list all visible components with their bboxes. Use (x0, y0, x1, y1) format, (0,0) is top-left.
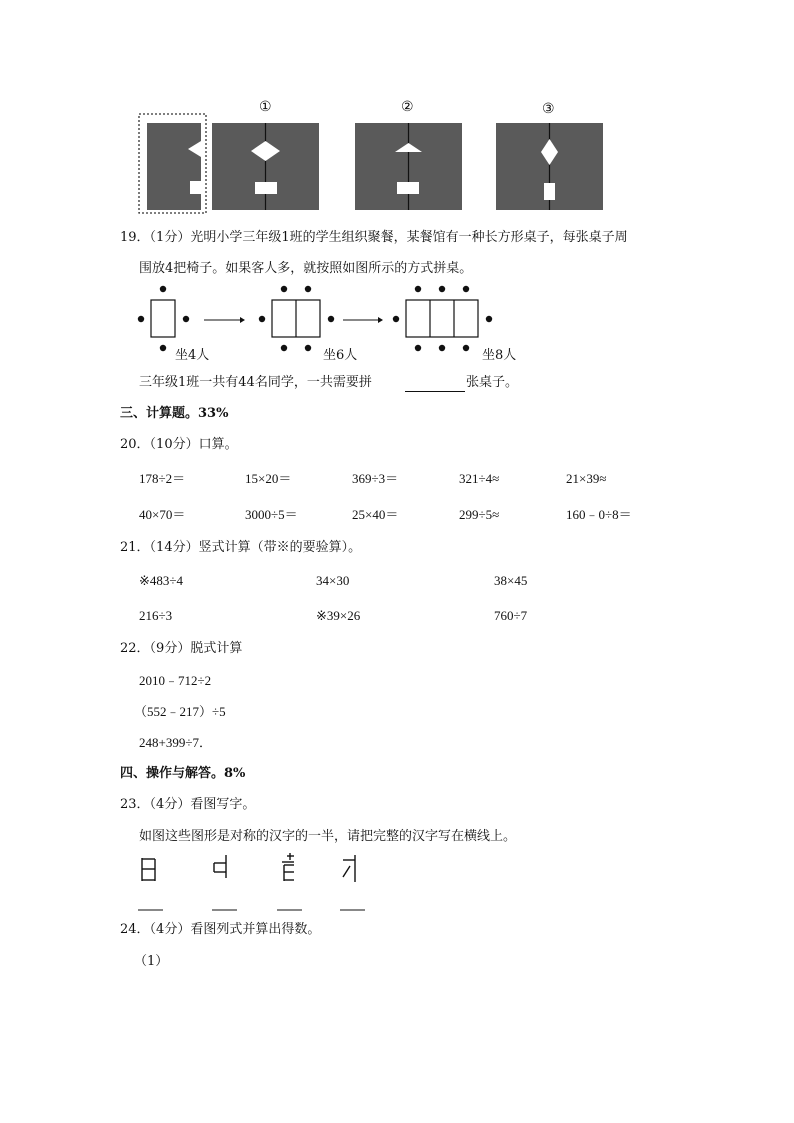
q19-line2: 围放4把椅子。如果客人多，就按照如图所示的方式拼桌。 (139, 261, 473, 276)
q20-item: 25×40＝ (352, 507, 399, 522)
q19-question-before: 三年级1班一共有44名同学，一共需要拼 (139, 375, 372, 390)
option-label-1: ① (259, 99, 272, 115)
reference-half-figure (139, 114, 206, 213)
q23-title: 23．（4分）看图写字。 (120, 797, 256, 812)
q20-item: 369÷3＝ (352, 471, 399, 486)
symmetry-figures-svg (0, 0, 794, 220)
q21-item: ※483÷4 (139, 573, 184, 588)
half-character-3 (282, 853, 294, 881)
option-label-2: ② (401, 99, 414, 115)
section4-title: 四、操作与解答。8% (120, 766, 246, 781)
table-arrangement-svg (0, 280, 794, 363)
q24-subitem: （1） (134, 954, 169, 969)
q22-item: 2010﹣712÷2 (139, 673, 212, 688)
half-characters (0, 850, 794, 920)
one-table (138, 286, 189, 351)
q23-description: 如图这些图形是对称的汉字的一半，请把完整的汉字写在横线上。 (139, 829, 517, 844)
half-character-4 (343, 855, 355, 882)
half-character-2 (214, 855, 226, 878)
option-figure-1[interactable] (212, 123, 319, 210)
seat-label-2: 坐6人 (323, 348, 358, 363)
q21-item: 216÷3 (139, 608, 173, 623)
q21-item: ※39×26 (316, 608, 361, 623)
q20-item: 3000÷5＝ (245, 507, 298, 522)
q20-item: 178÷2＝ (139, 471, 186, 486)
q21-item: 34×30 (316, 573, 350, 588)
seat-label-3: 坐8人 (482, 348, 517, 363)
q21-title: 21．（14分）竖式计算（带※的要验算）。 (120, 540, 362, 555)
q19-question-after: 张桌子。 (466, 375, 519, 390)
q20-item: 40×70＝ (139, 507, 186, 522)
q22-item: 248+399÷7． (139, 735, 212, 750)
q20-item: 15×20＝ (245, 471, 292, 486)
symmetry-figures (0, 0, 794, 220)
option-label-3: ③ (542, 101, 555, 117)
q20-item: 299÷5≈ (459, 507, 500, 522)
option-figure-2[interactable] (355, 123, 462, 210)
q21-item: 38×45 (494, 573, 528, 588)
q24-title: 24．（4分）看图列式并算出得数。 (120, 922, 321, 937)
q19-answer-blank[interactable] (405, 390, 465, 392)
half-character-1 (142, 858, 155, 881)
q22-item: （552﹣217）÷5 (134, 704, 226, 719)
three-tables (393, 286, 492, 351)
seat-label-1: 坐4人 (175, 348, 210, 363)
q19-line1: 19．（1分）光明小学三年级1班的学生组织聚餐，某餐馆有一种长方形桌子，每张桌子周 (120, 230, 628, 245)
q21-item: 760÷7 (494, 608, 528, 623)
q20-item: 160﹣0÷8＝ (566, 507, 632, 522)
q20-item: 21×39≈ (566, 471, 607, 486)
table-arrangement-diagram (0, 280, 794, 363)
section3-title: 三、计算题。33% (120, 406, 229, 421)
q20-title: 20．（10分）口算。 (120, 437, 238, 452)
q22-title: 22．（9分）脱式计算 (120, 641, 243, 656)
half-characters-svg (0, 850, 794, 920)
q20-item: 321÷4≈ (459, 471, 500, 486)
option-figure-3[interactable] (496, 123, 603, 210)
two-tables (259, 286, 334, 351)
